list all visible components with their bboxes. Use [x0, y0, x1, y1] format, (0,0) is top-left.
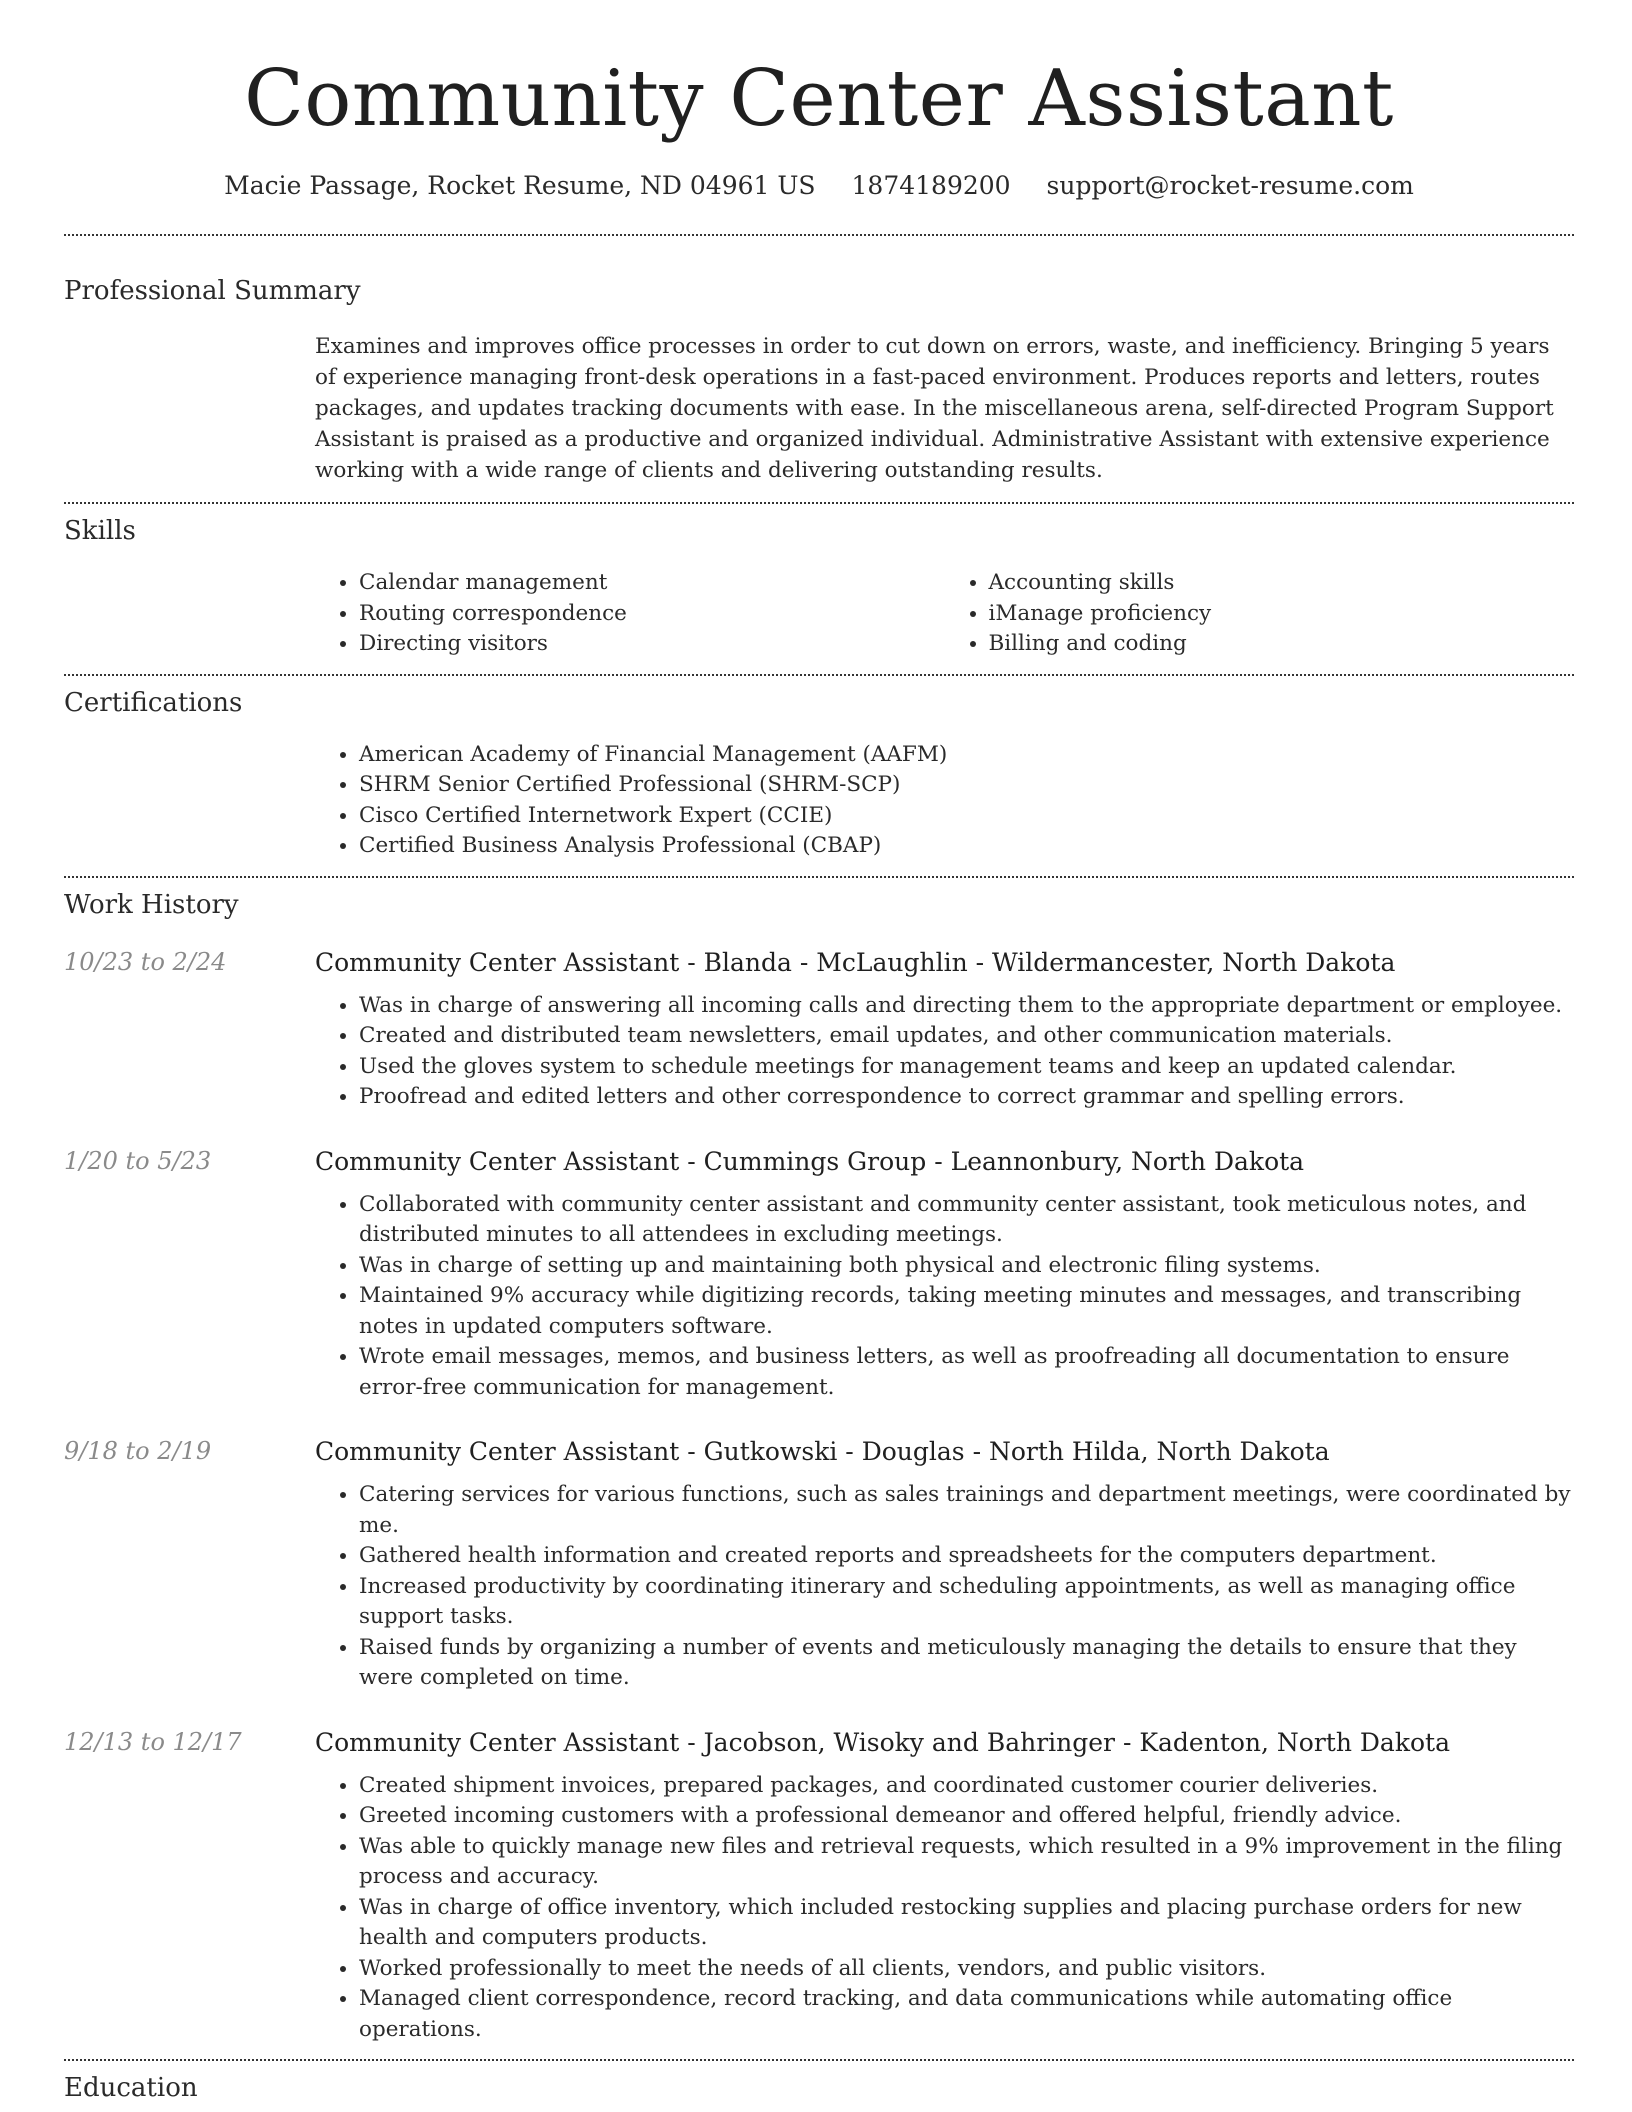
job-entry	[64, 948, 1574, 1113]
list-item: • Raised funds by organizing a number of events and meticulously managing the details to ensure that they were completed on time.	[359, 1633, 1574, 1694]
job-title: Community Center Assistant - Cummings Group - Leannonbury, North Dakota	[315, 1146, 1305, 1176]
job-title: Community Center Assistant - Jacobson, Wisoky and Bahringer - Kadenton, North Dakota	[315, 1727, 1450, 1757]
list-item: • Wrote email messages, memos, and business letters, as well as proofreading all documentation to ensure error-free communication for management.	[359, 1342, 1574, 1403]
list-item: • Managed client correspondence, record tracking, and data communications while automating office operations.	[359, 1984, 1574, 2045]
list-item: • Proofread and edited letters and other correspondence to correct grammar and spelling errors.	[359, 1082, 1574, 1113]
list-item: • Was in charge of office inventory, which included restocking supplies and placing purchase orders for new health and computers products.	[359, 1893, 1574, 1954]
list-item: • Was able to quickly manage new files and retrieval requests, which resulted in a 9% improvement in the filing process and accuracy.	[359, 1832, 1574, 1893]
resume-name: Community Center Assistant	[244, 54, 1394, 144]
contact-line	[64, 171, 1574, 200]
job-entry	[64, 1437, 1574, 1694]
job-role: Community Center Assistant	[315, 1727, 680, 1757]
job-company: Blanda - McLaughlin - Wildermancester, North Dakota	[703, 947, 1396, 977]
work-section	[64, 878, 1574, 2046]
list-item: • Directing visitors	[359, 629, 945, 660]
contact-phone: 1874189200	[851, 171, 1011, 200]
list-item: • iManage proficiency	[989, 599, 1575, 630]
education-title: Education	[64, 2073, 198, 2103]
job-bullets	[315, 1480, 1574, 1694]
list-item: • Greeted incoming customers with a professional demeanor and offered helpful, friendly advice.	[359, 1801, 1574, 1832]
resume-page	[64, 0, 1574, 2103]
summary-section	[64, 236, 1574, 486]
work-title: Work History	[64, 889, 239, 920]
skills-section	[64, 504, 1574, 660]
job-role: Community Center Assistant	[315, 1146, 680, 1176]
list-item: • Collaborated with community center assistant and community center assistant, took meticulous notes, and distributed minutes to all attendees in excluding meetings.	[359, 1190, 1574, 1251]
list-item: • Catering services for various functions, such as sales trainings and department meetings, were coordinated by me.	[359, 1480, 1574, 1541]
skills-title: Skills	[64, 516, 136, 546]
job-company: Cummings Group - Leannonbury, North Dakota	[703, 1146, 1305, 1176]
list-item: • Calendar management	[359, 568, 945, 599]
skills-list-left	[315, 568, 945, 660]
summary-title: Professional Summary	[64, 276, 361, 306]
job-date: 1/20 to 5/23	[64, 1146, 212, 1175]
job-date: 9/18 to 2/19	[64, 1437, 212, 1465]
list-item: • Gathered health information and created reports and spreadsheets for the computers department.	[359, 1541, 1574, 1572]
skills-grid	[315, 568, 1574, 660]
job-bullets	[315, 1771, 1574, 2046]
job-entry	[64, 1728, 1574, 2046]
job-title: Community Center Assistant - Blanda - McLaughlin - Wildermancester, North Dakota	[315, 947, 1396, 977]
job-date: 12/13 to 12/17	[64, 1727, 242, 1756]
list-item: • Worked professionally to meet the needs of all clients, vendors, and public visitors.	[359, 1954, 1574, 1985]
skills-list-right	[945, 568, 1575, 660]
job-entry	[64, 1147, 1574, 1404]
list-item: • Created and distributed team newsletters, email updates, and other communication materials.	[359, 1021, 1574, 1052]
job-role: Community Center Assistant	[315, 1437, 680, 1466]
job-bullets	[315, 991, 1574, 1113]
list-item: • Used the gloves system to schedule meetings for management teams and keep an updated calendar.	[359, 1052, 1574, 1083]
education-section	[64, 2061, 1574, 2103]
list-item: • Maintained 9% accuracy while digitizing records, taking meeting minutes and messages, and transcribing notes in updated computers software.	[359, 1281, 1574, 1342]
list-item: • Was in charge of setting up and maintaining both physical and electronic filing systems.	[359, 1251, 1574, 1282]
list-item: • Created shipment invoices, prepared packages, and coordinated customer courier deliveries.	[359, 1771, 1574, 1802]
job-date: 10/23 to 2/24	[64, 947, 227, 976]
list-item: • Accounting skills	[989, 568, 1575, 599]
list-item: • American Academy of Financial Management (AAFM)	[359, 740, 1574, 771]
job-company: Jacobson, Wisoky and Bahringer - Kadenton, North Dakota	[703, 1727, 1450, 1757]
summary-text: Examines and improves office processes in order to cut down on errors, waste, and inefficiency. Bringing 5 years of experience managing front-desk operations in a fast-paced environment. Produces reports and letters, routes packages, and updates tracking documents with ease. In the miscellaneous arena, self-directed Program Support Assistant is praised as a productive and organized individual. Administrative Assistant with extensive experience working with a wide range of clients and delivering outstanding results.	[315, 334, 1554, 483]
list-item: • Billing and coding	[989, 629, 1575, 660]
list-item: • SHRM Senior Certified Professional (SHRM-SCP)	[359, 770, 1574, 801]
job-company: Gutkowski - Douglas - North Hilda, North Dakota	[703, 1437, 1330, 1466]
contact-address: Macie Passage, Rocket Resume, ND 04961 US	[224, 171, 816, 200]
list-item: • Was in charge of answering all incoming calls and directing them to the appropriate department or employee.	[359, 991, 1574, 1022]
list-item: • Routing correspondence	[359, 599, 945, 630]
certifications-title: Certifications	[64, 687, 243, 718]
certifications-section	[64, 676, 1574, 862]
certifications-list	[315, 740, 1574, 862]
list-item: • Certified Business Analysis Professional (CBAP)	[359, 831, 1574, 862]
list-item: • Increased productivity by coordinating itinerary and scheduling appointments, as well as managing office support tasks.	[359, 1572, 1574, 1633]
list-item: • Cisco Certified Internetwork Expert (CCIE)	[359, 801, 1574, 832]
job-bullets	[315, 1190, 1574, 1404]
contact-email[interactable]: support@rocket-resume.com	[1046, 171, 1414, 200]
job-title: Community Center Assistant - Gutkowski - Douglas - North Hilda, North Dakota	[315, 1437, 1330, 1466]
job-role: Community Center Assistant	[315, 947, 680, 977]
